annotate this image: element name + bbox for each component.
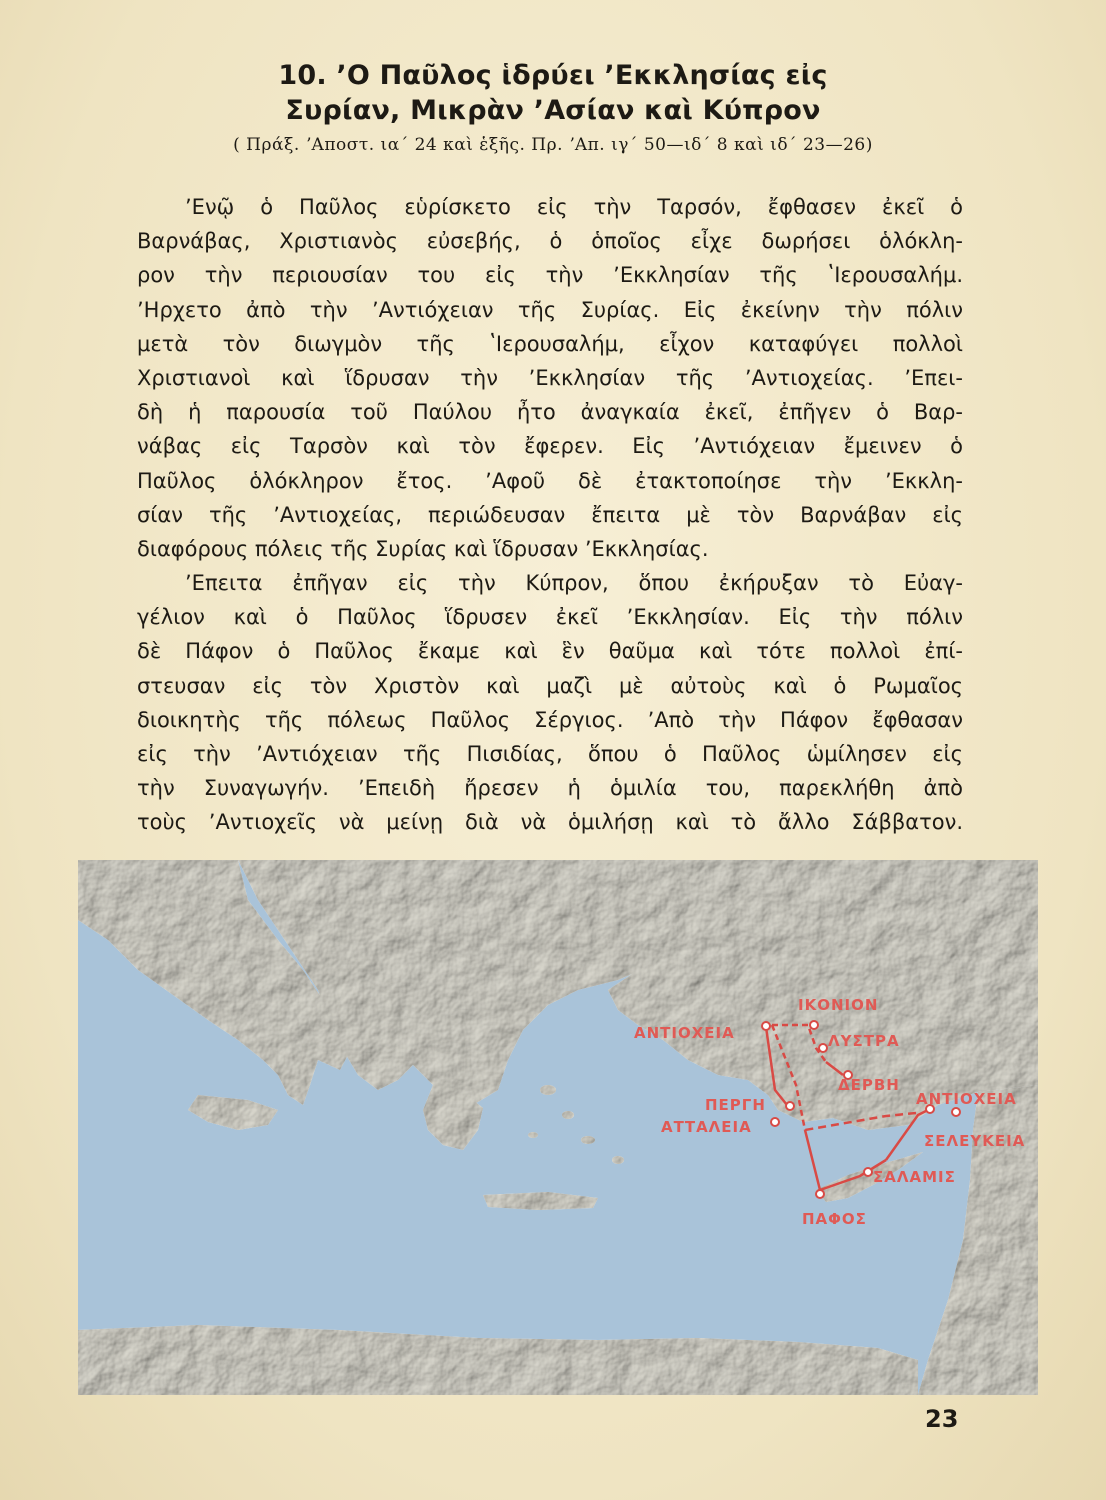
page-number: 23 bbox=[925, 1405, 959, 1433]
text-line: Παῦλος ὁλόκληρον ἔτος. ʼΑφοῦ δὲ ἐτακτοποίησε τὴν ʼΕκκλη- bbox=[137, 468, 963, 493]
map-label-antiocheia-pisidia: ΑΝΤΙΟΧΕΙΑ bbox=[634, 1024, 735, 1042]
text-line: Βαρνάβας, Χριστιανὸς εὐσεβής, ὁ ὁποῖος εἶχε δωρήσει ὁλόκλη- bbox=[137, 229, 963, 254]
text-line: διαφόρους πόλεις τῆς Συρίας καὶ ἵδρυσαν ʼΕκκλησίας. bbox=[137, 536, 709, 561]
city-marker-lystra bbox=[819, 1044, 827, 1052]
body-text bbox=[137, 190, 963, 840]
city-marker-pafos bbox=[816, 1190, 824, 1198]
text-line: μετὰ τὸν διωγμὸν τῆς ʽΙερουσαλήμ, εἶχον καταφύγει πολλοὶ bbox=[137, 331, 963, 356]
text-line: τὴν Συναγωγήν. ʼΕπειδὴ ἤρεσεν ἡ ὁμιλία του, παρεκλήθη ἀπὸ bbox=[137, 776, 963, 801]
map-label-ikonion: ΙΚΟΝΙΟΝ bbox=[798, 996, 879, 1014]
text-line: ρον τὴν περιουσίαν του εἰς τὴν ʼΕκκλησίαν τῆς ʽΙερουσαλήμ. bbox=[137, 263, 963, 288]
text-line: δὴ ἡ παρουσία τοῦ Παύλου ἦτο ἀναγκαία ἐκεῖ, ἐπῆγεν ὁ Βαρ- bbox=[137, 400, 963, 425]
city-marker-attaleia bbox=[771, 1118, 779, 1126]
city-marker-seleukeia bbox=[952, 1108, 960, 1116]
city-marker-antiocheia-pisidia bbox=[762, 1022, 770, 1030]
text-line: εἰς τὴν ʼΑντιόχειαν τῆς Πισιδίας, ὅπου ὁ Παῦλος ὡμίλησεν εἰς bbox=[137, 742, 963, 766]
text-line: γέλιον καὶ ὁ Παῦλος ἵδρυσεν ἐκεῖ ʼΕκκλησίαν. Εἰς τὴν πόλιν bbox=[137, 605, 963, 630]
text-line: τοὺς ʼΑντιοχεῖς νὰ μείνῃ διὰ νὰ ὁμιλήσῃ καὶ τὸ ἄλλο Σάββατον. bbox=[137, 810, 963, 835]
map-label-derbi: ΔΕΡΒΗ bbox=[838, 1076, 900, 1094]
scripture-reference: ( Πράξ. ʼΑποστ. ια΄ 24 καὶ ἑξῆς. Πρ. ʼΑπ. ιγ΄ 50—ιδ΄ 8 καὶ ιδ΄ 23—26) bbox=[233, 135, 873, 155]
map-label-salamis: ΣΑΛΑΜΙΣ bbox=[873, 1168, 956, 1186]
city-marker-perge bbox=[786, 1102, 794, 1110]
map-label-pafos: ΠΑΦΟΣ bbox=[802, 1210, 867, 1228]
map-label-seleukeia: ΣΕΛΕΥΚΕΙΑ bbox=[924, 1132, 1026, 1150]
city-marker-ikonion bbox=[810, 1021, 818, 1029]
text-line: δὲ Πάφον ὁ Παῦλος ἔκαμε καὶ ἓν θαῦμα καὶ τότε πολλοὶ ἐπί- bbox=[137, 639, 963, 664]
text-line: Χριστιανοὶ καὶ ἵδρυσαν τὴν ʼΕκκλησίαν τῆς ʼΑντιοχείας. ʼΕπει- bbox=[137, 365, 963, 390]
text-line: στευσαν εἰς τὸν Χριστὸν καὶ μαζὶ μὲ αὐτοὺς καὶ ὁ Ρωμαῖος bbox=[137, 673, 963, 698]
journey-map bbox=[78, 860, 1038, 1395]
text-line: ʼΕνῷ ὁ Παῦλος εὑρίσκετο εἰς τὴν Ταρσόν, ἔφθασεν ἐκεῖ ὁ bbox=[185, 195, 963, 219]
map-label-lystra: ΛΥΣΤΡΑ bbox=[828, 1032, 900, 1050]
chapter-title-line-1: 10. ʼΟ Παῦλος ἱδρύει ʼΕκκλησίας εἰς bbox=[278, 60, 828, 91]
text-line: σίαν τῆς ʼΑντιοχείας, περιώδευσαν ἔπειτα μὲ τὸν Βαρνάβαν εἰς bbox=[137, 502, 963, 527]
text-line: ʼΗρχετο ἀπὸ τὴν ʼΑντιόχειαν τῆς Συρίας. Εἰς ἐκείνην τὴν πόλιν bbox=[137, 297, 963, 322]
city-marker-salamis bbox=[864, 1168, 872, 1176]
chapter-title-line-2: Συρίαν, Μικρὰν ʼΑσίαν καὶ Κύπρον bbox=[285, 95, 821, 126]
map-label-attaleia: ΑΤΤΑΛΕΙΑ bbox=[661, 1118, 752, 1136]
text-line: ʼΕπειτα ἐπῆγαν εἰς τὴν Κύπρον, ὅπου ἐκήρυξαν τὸ Εὐαγ- bbox=[185, 571, 963, 596]
text-line: διοικητὴς τῆς πόλεως Παῦλος Σέργιος. ʼΑπὸ τὴν Πάφον ἔφθασαν bbox=[137, 707, 963, 732]
map-label-perge: ΠΕΡΓΗ bbox=[705, 1096, 766, 1114]
map-label-antiocheia-syria: ΑΝΤΙΟΧΕΙΑ bbox=[916, 1090, 1017, 1108]
text-line: νάβας εἰς Ταρσὸν καὶ τὸν ἔφερεν. Εἰς ʼΑντιόχειαν ἔμεινεν ὁ bbox=[137, 434, 963, 459]
